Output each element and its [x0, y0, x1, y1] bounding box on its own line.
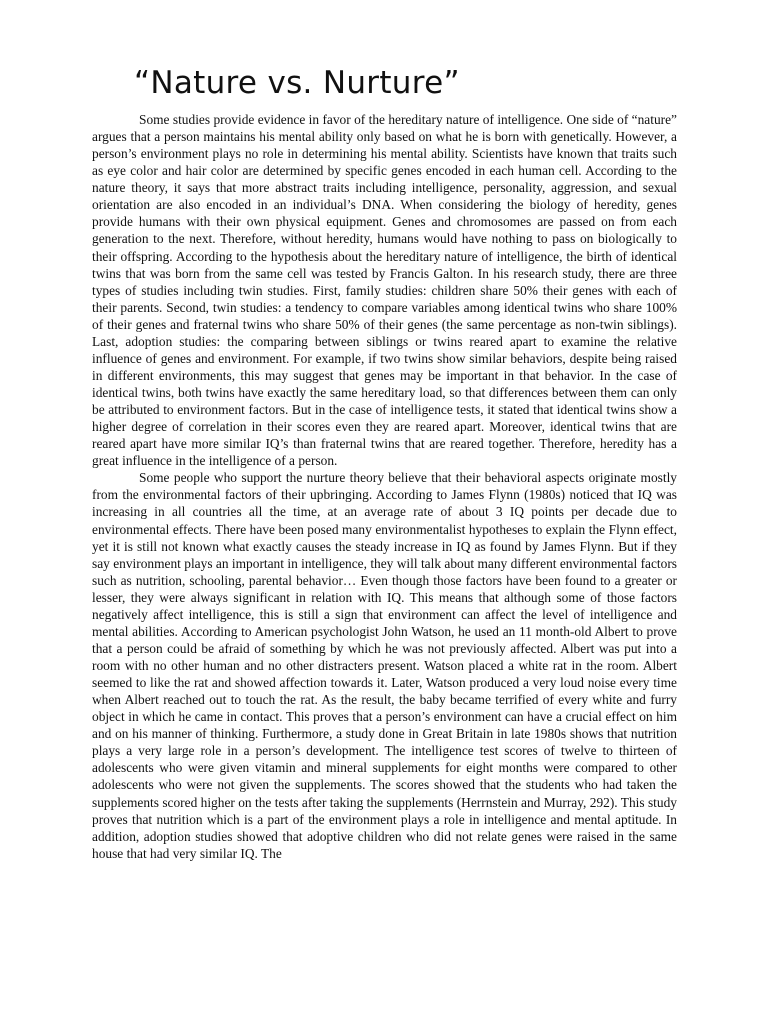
paragraph-nature: Some studies provide evidence in favor of the hereditary nature of intelligence. One side of “nature” argues that a person maintains his mental ability only based on what he is born with genetically. However, a person’s environment plays no role in determining his mental ability. Scientists have known that traits such as eye color and hair color are determined by specific genes encoded in each human cell. According to the nature theory, it says that more abstract traits including intelligence, personality, aggression, and sexual orientation are also encoded in an individual’s DNA. When considering the biology of heredity, genes provide humans with their own physical equipment. Genes and chromosomes are passed on from each generation to the next. Therefore, without heredity, humans would have nothing to pass on biologically to their offspring. According to the hypothesis about the hereditary nature of intelligence, the birth of identical twins that was born from the same cell was tested by Francis Galton. In his research study, there are three types of studies including twin studies. First, family studies: children share 50% their genes with each of their parents. Second, twin studies: a tendency to compare variables among identical twins who share 100% of their genes and fraternal twins who share 50% of their genes (the same percentage as non-twin siblings). Last, adoption studies: the comparing between siblings or twins reared apart to examine the relative influence of genes and environment. For example, if two twins show similar behaviors, despite being raised in different environments, this may suggest that genes may be important in that behavior. In the case of identical twins, both twins have exactly the same hereditary load, so that differences between them can only be attributed to environment factors. But in the case of intelligence tests, it stated that identical twins show a higher degree of correlation in their scores even they are reared apart. Moreover, identical twins that are reared apart have more similar IQ’s than fraternal twins that are reared together. Therefore, heredity has a great influence in the intelligence of a person. [92, 112, 677, 469]
document-title: “Nature vs. Nurture” [134, 65, 460, 101]
paragraph-nurture: Some people who support the nurture theory believe that their behavioral aspects originate mostly from the environmental factors of their upbringing. According to James Flynn (1980s) noticed that IQ was increasing in all countries all the time, at an average rate of about 3 IQ points per decade due to environmental effects. There have been posed many environmentalist hypotheses to explain the Flynn effect, yet it is still not known what exactly causes the steady increase in IQ as found by James Flynn. But if they say environment plays an important in intelligence, they will talk about many different environmental factors such as nutrition, schooling, parental behavior… Even though those factors have been found to a greater or lesser, they were always significant in relation with IQ. This means that although some of those factors negatively affect intelligence, this is still a sign that environment can affect the level of intelligence and mental abilities. According to American psychologist John Watson, he used an 11 month-old Albert to prove that a person could be afraid of something by which he was not previously affected. Albert was put into a room with no other human and no other distracters present. Watson placed a white rat in the room. Albert seemed to like the rat and showed affection towards it. Later, Watson produced a very loud noise every time when Albert reached out to touch the rat. As the result, the baby became terrified of every white and furry object in which he came in contact. This proves that a person’s environment can have a crucial effect on him and on his manner of thinking. Furthermore, a study done in Great Britain in late 1980s shows that nutrition plays a very large role in a person’s development. The intelligence test scores of twelve to thirteen of adolescents who were given vitamin and mineral supplements for eight months were compared to other adolescents who were not given the supplements. The scores showed that the students who had taken the supplements scored higher on the tests after taking the supplements (Herrnstein and Murray, 292). This study proves that nutrition which is a part of the environment plays a role in intelligence and mental aptitude. In addition, adoption studies showed that adoptive children who did not relate genes were raised in the same house that had very similar IQ. The [92, 470, 677, 861]
document-body [92, 111, 677, 862]
